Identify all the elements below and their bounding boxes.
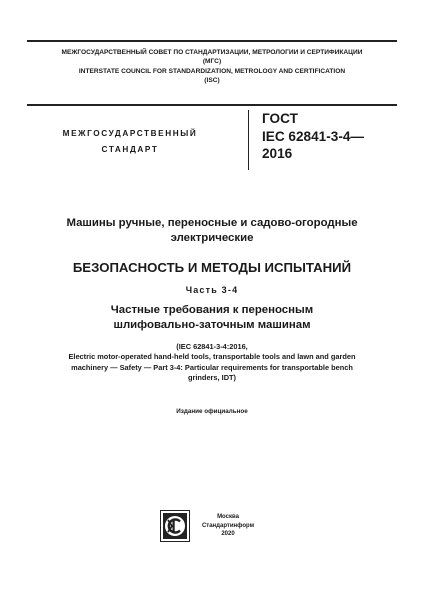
iec-reference-line3: machinery — Safety — Part 3-4: Particular requirements for transportable bench — [71, 362, 353, 372]
standard-type-line1: МЕЖГОСУДАРСТВЕННЫЙ — [62, 129, 198, 138]
title-particular-line1: Частные требования к переносным — [110, 304, 314, 316]
edition-note: Издание официальное — [176, 408, 248, 415]
standard-type-label — [40, 126, 220, 158]
designation-line2: IEC 62841-3-4— — [262, 128, 365, 144]
standartinform-logo-icon — [160, 510, 190, 542]
header-rule — [27, 104, 397, 106]
title-particular — [20, 303, 404, 333]
top-rule — [27, 40, 397, 42]
iec-reference-line4: grinders, IDT) — [187, 373, 237, 383]
publication-year: 2020 — [221, 531, 235, 538]
standard-designation — [262, 110, 412, 163]
standard-type-line2: СТАНДАРТ — [101, 145, 159, 154]
designation-line3: 2016 — [262, 146, 293, 161]
council-ru-name: МЕЖГОСУДАРСТВЕННЫЙ СОВЕТ ПО СТАНДАРТИЗАЦИИ, МЕТРОЛОГИИ И СЕРТИФИКАЦИИ — [61, 49, 363, 56]
publisher-name: Стандартинформ — [201, 522, 255, 529]
iec-reference — [40, 342, 384, 384]
designation-line1: ГОСТ — [262, 111, 298, 126]
designation-divider — [248, 110, 249, 170]
title-main: БЕЗОПАСНОСТЬ И МЕТОДЫ ИСПЫТАНИЙ — [72, 260, 352, 275]
publisher-info — [196, 513, 260, 539]
council-en-abbr: (ISC) — [204, 77, 220, 85]
title-general — [20, 216, 404, 246]
council-en-name: INTERSTATE COUNCIL FOR STANDARDIZATION, METROLOGY AND CERTIFICATION — [78, 67, 346, 75]
council-ru-abbr: (МГС) — [202, 58, 222, 66]
title-particular-line2: шлифовально-заточным машинам — [113, 319, 311, 331]
publisher-city: Москва — [217, 514, 239, 520]
title-general-line2: электрические — [170, 232, 254, 244]
title-part: Часть 3-4 — [185, 285, 239, 295]
iec-reference-line2: Electric motor-operated hand-held tools, transportable tools and lawn and garden — [68, 352, 356, 362]
title-general-line1: Машины ручные, переносные и садово-огородные — [66, 217, 358, 229]
iec-reference-line1: (IEC 62841-3-4:2016, — [176, 342, 248, 351]
council-header — [27, 48, 397, 86]
